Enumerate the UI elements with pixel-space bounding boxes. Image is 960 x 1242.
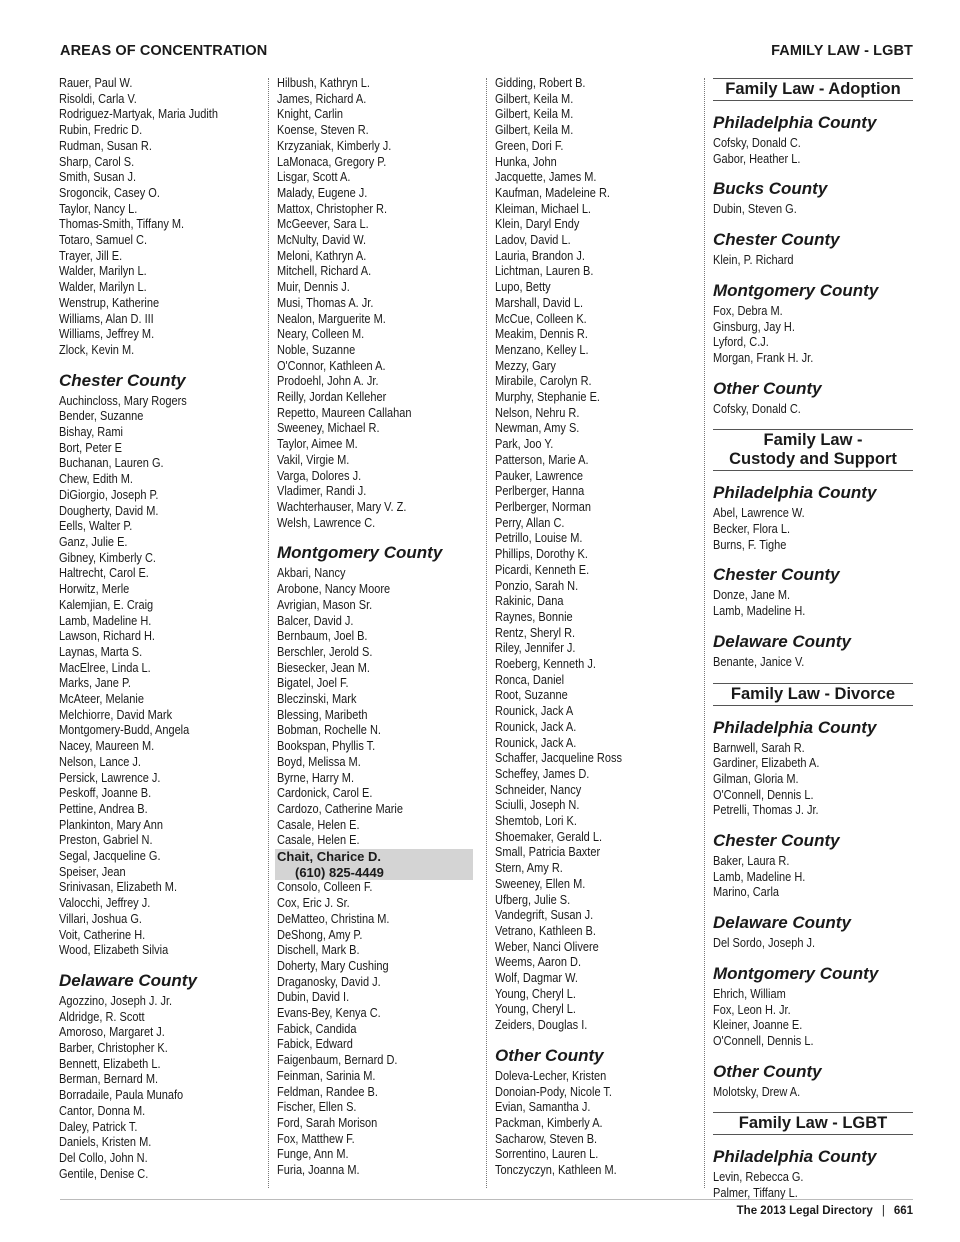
attorney-name: Hunka, John: [495, 154, 557, 169]
attorney-name: Klein, Daryl Endy: [495, 217, 580, 232]
practice-area-heading: [713, 78, 913, 101]
attorney-name: Daniels, Kristen M.: [59, 1135, 152, 1150]
attorney-name: Ginsburg, Jay H.: [713, 319, 795, 334]
attorney-name: Agozzino, Joseph J. Jr.: [59, 993, 173, 1008]
attorney-name: Doleva-Lecher, Kristen: [495, 1068, 607, 1083]
attorney-name: Risoldi, Carla V.: [59, 91, 137, 106]
attorney-name: Levin, Rebecca G.: [713, 1170, 804, 1185]
column-3: [495, 76, 705, 1179]
attorney-name: O'Connor, Kathleen A.: [277, 358, 386, 373]
attorney-name: Walder, Marilyn L.: [59, 264, 147, 279]
attorney-name: Meakim, Dennis R.: [495, 327, 588, 342]
practice-area-heading-line: Family Law - Divorce: [730, 684, 896, 703]
attorney-name: Bernbaum, Joel B.: [277, 629, 368, 644]
attorney-name: Auchincloss, Mary Rogers: [59, 393, 187, 408]
attorney-name: Abel, Lawrence W.: [713, 506, 805, 521]
attorney-name: Reilly, Jordan Kelleher: [277, 390, 387, 405]
attorney-name: Petrelli, Thomas J. Jr.: [713, 803, 819, 818]
practice-area-heading: [713, 429, 913, 471]
county-heading: Chester County: [713, 565, 840, 585]
attorney-name: Ford, Sarah Morison: [277, 1116, 378, 1130]
attorney-name: Kaufman, Madeleine R.: [495, 185, 610, 200]
attorney-name: Byrne, Harry M.: [277, 770, 355, 785]
attorney-name: Kalemjian, E. Craig: [59, 597, 154, 612]
attorney-name: Meloni, Kathryn A.: [277, 248, 367, 263]
attorney-name: O'Connell, Dennis L.: [713, 1033, 814, 1048]
attorney-name: Wachterhauser, Mary V. Z.: [277, 499, 407, 514]
county-heading: Bucks County: [713, 179, 828, 199]
attorney-name: Chew, Edith M.: [59, 472, 133, 487]
attorney-name: Valocchi, Jeffrey J.: [59, 896, 151, 911]
county-heading: Philadelphia County: [713, 483, 877, 503]
attorney-name: Zeiders, Douglas I.: [495, 1018, 588, 1033]
attorney-name: Musi, Thomas A. Jr.: [277, 295, 374, 310]
attorney-name: Peskoff, Joanne B.: [59, 786, 152, 801]
attorney-name: Voit, Catherine H.: [59, 927, 146, 942]
attorney-name: Rauer, Paul W.: [59, 76, 133, 90]
attorney-name: Raynes, Bonnie: [495, 609, 573, 624]
attorney-name: Marshall, David L.: [495, 295, 584, 310]
attorney-name: Lauria, Brandon J.: [495, 248, 585, 263]
attorney-name: Draganosky, David J.: [277, 974, 381, 989]
attorney-name: Cardonick, Carol E.: [277, 786, 373, 801]
attorney-name: Trayer, Jill E.: [59, 248, 123, 263]
attorney-name: Fabick, Edward: [277, 1037, 353, 1052]
attorney-name: Bleczinski, Mark: [277, 692, 357, 707]
attorney-name: Welsh, Lawrence C.: [277, 515, 376, 530]
attorney-name: Gardiner, Elizabeth A.: [713, 756, 820, 771]
attorney-name: DiGiorgio, Joseph P.: [59, 487, 159, 502]
attorney-name: Pauker, Lawrence: [495, 468, 584, 483]
attorney-name: Fabick, Candida: [277, 1021, 357, 1036]
attorney-name: Dougherty, David M.: [59, 503, 159, 518]
attorney-name: Bennett, Elizabeth L.: [59, 1056, 161, 1071]
attorney-name: Malady, Eugene J.: [277, 185, 368, 200]
attorney-name: MacElree, Linda L.: [59, 660, 151, 675]
county-heading: Other County: [495, 1045, 604, 1065]
attorney-name: Nelson, Nehru R.: [495, 405, 580, 420]
attorney-name: Perlberger, Norman: [495, 499, 591, 514]
attorney-name: Morgan, Frank H. Jr.: [713, 350, 814, 365]
running-header-left: AREAS OF CONCENTRATION: [60, 43, 268, 59]
attorney-name: Packman, Kimberly A.: [495, 1116, 603, 1130]
county-heading: Delaware County: [713, 913, 851, 933]
attorney-name: Sweeney, Ellen M.: [495, 876, 586, 891]
county-heading: Montgomery County: [277, 543, 443, 563]
attorney-name: Donze, Jane M.: [713, 588, 791, 603]
attorney-name: Arobone, Nancy Moore: [277, 582, 391, 597]
attorney-name: Roeberg, Kenneth J.: [495, 657, 596, 672]
attorney-name: Villari, Joshua G.: [59, 911, 142, 926]
attorney-name: Weems, Aaron D.: [495, 955, 582, 970]
attorney-name: Vakil, Virgie M.: [277, 452, 350, 467]
attorney-name: Cofsky, Donald C.: [713, 136, 801, 150]
attorney-name: Lupo, Betty: [495, 280, 551, 295]
attorney-name: Nealon, Marguerite M.: [277, 311, 386, 326]
attorney-name: Sciulli, Joseph N.: [495, 798, 580, 813]
attorney-name: Young, Cheryl L.: [495, 1002, 576, 1017]
attorney-name: DeShong, Amy P.: [277, 927, 363, 942]
attorney-name: Benante, Janice V.: [713, 654, 805, 669]
featured-attorney-phone: (610) 825-4449: [295, 864, 384, 880]
attorney-name: Krzyzaniak, Kimberly J.: [277, 138, 392, 153]
column-1: [59, 76, 269, 1182]
attorney-name: Montgomery-Budd, Angela: [59, 723, 190, 738]
attorney-name: Cofsky, Donald C.: [713, 401, 801, 416]
attorney-name: Daley, Patrick T.: [59, 1119, 138, 1134]
attorney-name: Riley, Jennifer J.: [495, 641, 576, 656]
attorney-name: Bookspan, Phyllis T.: [277, 739, 376, 754]
attorney-name: Rounick, Jack A.: [495, 735, 577, 750]
attorney-name: Mirabile, Carolyn R.: [495, 374, 592, 389]
county-heading: Philadelphia County: [713, 113, 877, 132]
attorney-name: Wood, Elizabeth Silvia: [59, 943, 169, 958]
attorney-name: Vetrano, Kathleen B.: [495, 923, 596, 938]
attorney-name: Jacquette, James M.: [495, 170, 597, 185]
attorney-name: Gidding, Robert B.: [495, 76, 586, 90]
attorney-name: Totaro, Samuel C.: [59, 233, 148, 248]
county-heading: Philadelphia County: [713, 717, 877, 737]
attorney-name: Mezzy, Gary: [495, 358, 556, 373]
attorney-name: Kleiman, Michael L.: [495, 201, 591, 216]
practice-area-heading-line: Custody and Support: [729, 450, 897, 469]
attorney-name: Barnwell, Sarah R.: [713, 740, 805, 755]
attorney-name: Cardozo, Catherine Marie: [277, 801, 403, 816]
attorney-name: Williams, Alan D. III: [59, 311, 154, 326]
county-heading: Chester County: [59, 370, 186, 390]
attorney-name: Zlock, Kevin M.: [59, 342, 135, 357]
attorney-name: McNulty, David W.: [277, 233, 367, 248]
county-heading: Chester County: [713, 831, 840, 851]
attorney-name: Lyford, C.J.: [713, 335, 769, 350]
attorney-name: Fox, Debra M.: [713, 303, 783, 318]
attorney-name: Pettine, Andrea B.: [59, 801, 148, 816]
attorney-name: Koense, Steven R.: [277, 123, 369, 138]
attorney-name: Vladimer, Randi J.: [277, 484, 367, 499]
attorney-name: Walder, Marilyn L.: [59, 280, 147, 295]
county-heading: Delaware County: [713, 631, 851, 651]
attorney-name: Petrillo, Louise M.: [495, 531, 583, 546]
attorney-name: Ganz, Julie E.: [59, 534, 128, 549]
attorney-name: Faigenbaum, Bernard D.: [277, 1053, 398, 1068]
attorney-name: Del Collo, John N.: [59, 1151, 148, 1165]
attorney-name: Green, Dori F.: [495, 138, 564, 153]
attorney-name: Melchiorre, David Mark: [59, 707, 173, 722]
page-footer: [737, 1205, 913, 1217]
attorney-name: Molotsky, Drew A.: [713, 1084, 801, 1099]
attorney-name: Akbari, Nancy: [277, 566, 346, 581]
attorney-name: Amoroso, Margaret J.: [59, 1025, 165, 1040]
attorney-name: Lamb, Madeline H.: [713, 869, 806, 884]
attorney-name: Casale, Helen E.: [277, 817, 360, 832]
attorney-name: Repetto, Maureen Callahan: [277, 405, 412, 420]
attorney-name: Blessing, Maribeth: [277, 707, 368, 722]
attorney-name: Biesecker, Jean M.: [277, 660, 370, 675]
attorney-name: Young, Cheryl L.: [495, 986, 576, 1001]
attorney-name: Sacharow, Steven B.: [495, 1131, 598, 1146]
attorney-name: Smith, Susan J.: [59, 170, 137, 185]
county-heading: Delaware County: [59, 970, 197, 990]
attorney-name: Srogoncik, Casey O.: [59, 185, 160, 200]
attorney-name: McAteer, Melanie: [59, 692, 144, 707]
attorney-name: Evans-Bey, Kenya C.: [277, 1006, 381, 1021]
attorney-name: Mattox, Christopher R.: [277, 201, 388, 216]
attorney-name: Burns, F. Tighe: [713, 537, 787, 552]
attorney-name: Taylor, Nancy L.: [59, 201, 138, 216]
attorney-name: Feinman, Sarinia M.: [277, 1068, 376, 1083]
attorney-name: Kleiner, Joanne E.: [713, 1018, 803, 1033]
attorney-name: Murphy, Stephanie E.: [495, 390, 600, 405]
attorney-name: Evian, Samantha J.: [495, 1100, 591, 1115]
attorney-name: Casale, Helen E.: [277, 833, 360, 848]
attorney-name: Lamb, Madeline H.: [713, 604, 806, 619]
attorney-name: McCue, Colleen K.: [495, 311, 587, 326]
practice-area-heading: [713, 683, 913, 706]
county-heading: Other County: [713, 1061, 822, 1081]
attorney-name: Bobman, Rochelle N.: [277, 723, 381, 738]
attorney-name: Scheffey, James D.: [495, 766, 590, 781]
attorney-name: Gilbert, Keila M.: [495, 107, 574, 122]
attorney-name: Klein, P. Richard: [713, 253, 794, 268]
attorney-name: Muir, Dennis J.: [277, 280, 350, 295]
attorney-name: O'Connell, Dennis L.: [713, 787, 814, 802]
attorney-name: Dubin, Steven G.: [713, 202, 797, 217]
attorney-name: Furia, Joanna M.: [277, 1163, 360, 1178]
attorney-name: Gilman, Gloria M.: [713, 771, 799, 786]
column-2: [277, 76, 487, 1179]
attorney-name: Ronca, Daniel: [495, 672, 565, 687]
attorney-name: Sorrentino, Lauren L.: [495, 1147, 599, 1162]
county-heading: Philadelphia County: [713, 1147, 877, 1167]
attorney-name: Neary, Colleen M.: [277, 327, 365, 342]
attorney-name: Donoian-Pody, Nicole T.: [495, 1084, 612, 1099]
attorney-name: Laynas, Marta S.: [59, 644, 143, 659]
attorney-name: Nelson, Lance J.: [59, 754, 141, 769]
attorney-name: Varga, Dolores J.: [277, 468, 362, 483]
attorney-name: Knight, Carlin: [277, 107, 344, 122]
attorney-name: Nacey, Maureen M.: [59, 739, 155, 754]
attorney-name: Picardi, Kenneth E.: [495, 562, 590, 577]
attorney-name: Srinivasan, Elizabeth M.: [59, 880, 178, 895]
county-heading: Montgomery County: [713, 963, 879, 983]
attorney-name: Menzano, Kelley L.: [495, 342, 589, 357]
county-heading: Other County: [713, 378, 822, 398]
attorney-name: Cantor, Donna M.: [59, 1103, 146, 1118]
attorney-name: Stern, Amy R.: [495, 861, 563, 876]
footer-rule: [60, 1199, 913, 1200]
attorney-name: Palmer, Tiffany L.: [713, 1186, 798, 1201]
attorney-name: Dubin, David I.: [277, 990, 350, 1005]
attorney-name: Persick, Lawrence J.: [59, 770, 161, 785]
attorney-name: Rubin, Fredric D.: [59, 123, 143, 138]
attorney-name: Gilbert, Keila M.: [495, 123, 574, 138]
attorney-name: Bender, Suzanne: [59, 409, 144, 424]
attorney-name: Taylor, Aimee M.: [277, 437, 358, 452]
attorney-name: Ladov, David L.: [495, 233, 571, 248]
attorney-name: Fox, Leon H. Jr.: [713, 1002, 791, 1017]
attorney-name: Mitchell, Richard A.: [277, 264, 372, 279]
attorney-name: Thomas-Smith, Tiffany M.: [59, 217, 185, 232]
column-4: [713, 76, 913, 1202]
attorney-name: Williams, Jeffrey M.: [59, 327, 155, 342]
attorney-name: Buchanan, Lauren G.: [59, 456, 164, 471]
attorney-name: Rodriguez-Martyak, Maria Judith: [59, 107, 218, 122]
featured-attorney-name: Chait, Charice D.: [277, 849, 382, 865]
attorney-name: Tonczyczyn, Kathleen M.: [495, 1163, 617, 1178]
attorney-name: Shemtob, Lori K.: [495, 814, 577, 829]
attorney-name: Eells, Walter P.: [59, 519, 133, 534]
footer-separator: |: [881, 1205, 885, 1217]
attorney-name: Funge, Ann M.: [277, 1147, 349, 1162]
attorney-name: Sweeney, Michael R.: [277, 421, 380, 436]
attorney-name: Fox, Matthew F.: [277, 1131, 355, 1146]
running-header-right: FAMILY LAW - LGBT: [771, 43, 913, 59]
attorney-name: Weber, Nanci Olivere: [495, 939, 599, 954]
attorney-name: Perry, Allan C.: [495, 515, 565, 530]
attorney-name: Lamb, Madeline H.: [59, 613, 152, 628]
attorney-name: Prodoehl, John A. Jr.: [277, 374, 379, 389]
practice-area-heading: [713, 1112, 913, 1135]
attorney-name: Rentz, Sheryl R.: [495, 625, 576, 640]
attorney-name: LaMonaca, Gregory P.: [277, 154, 387, 169]
column-divider: [268, 78, 269, 1188]
attorney-name: Gilbert, Keila M.: [495, 91, 574, 106]
attorney-name: Wenstrup, Katherine: [59, 295, 160, 310]
attorney-name: Lichtman, Lauren B.: [495, 264, 594, 279]
attorney-name: Horwitz, Merle: [59, 582, 130, 597]
attorney-name: Borradaile, Paula Munafo: [59, 1088, 184, 1103]
attorney-name: Barber, Christopher K.: [59, 1041, 168, 1056]
attorney-name: Berman, Bernard M.: [59, 1072, 159, 1087]
attorney-name: Small, Patricia Baxter: [495, 845, 601, 860]
column-divider: [486, 78, 487, 1188]
attorney-name: James, Richard A.: [277, 91, 367, 106]
attorney-name: Berschler, Jerold S.: [277, 644, 373, 659]
attorney-name: Vandegrift, Susan J.: [495, 908, 594, 923]
page-number: 661: [893, 1205, 913, 1217]
practice-area-heading-line: Family Law -: [763, 431, 863, 450]
attorney-name: Park, Joo Y.: [495, 437, 554, 452]
attorney-name: Gibney, Kimberly C.: [59, 550, 156, 565]
attorney-name: Avrigian, Mason Sr.: [277, 597, 373, 612]
attorney-name: Ponzio, Sarah N.: [495, 578, 579, 593]
attorney-name: Lisgar, Scott A.: [277, 170, 351, 185]
attorney-name: Preston, Gabriel N.: [59, 833, 153, 848]
attorney-name: Segal, Jacqueline G.: [59, 849, 161, 864]
attorney-name: Newman, Amy S.: [495, 421, 580, 436]
attorney-name: Haltrecht, Carol E.: [59, 566, 149, 581]
attorney-name: Patterson, Marie A.: [495, 452, 589, 467]
attorney-name: Consolo, Colleen F.: [277, 880, 373, 895]
attorney-name: Aldridge, R. Scott: [59, 1009, 145, 1024]
attorney-name: Cox, Eric J. Sr.: [277, 896, 350, 911]
county-heading: Montgomery County: [713, 280, 879, 300]
attorney-name: Del Sordo, Joseph J.: [713, 936, 816, 951]
attorney-name: Phillips, Dorothy K.: [495, 547, 588, 562]
attorney-name: Lawson, Richard H.: [59, 629, 155, 644]
attorney-name: Doherty, Mary Cushing: [277, 958, 389, 973]
attorney-name: Perlberger, Hanna: [495, 484, 585, 499]
attorney-name: Gentile, Denise C.: [59, 1166, 149, 1181]
practice-area-heading-line: Family Law - LGBT: [738, 1114, 888, 1133]
directory-title: The 2013 Legal Directory: [736, 1205, 873, 1217]
attorney-name: Bigatel, Joel F.: [277, 676, 349, 691]
attorney-name: Speiser, Jean: [59, 864, 126, 879]
attorney-name: Boyd, Melissa M.: [277, 754, 361, 769]
attorney-name: Bishay, Rami: [59, 425, 123, 440]
attorney-name: Gabor, Heather L.: [713, 151, 801, 166]
attorney-name: Bort, Peter E: [59, 440, 122, 455]
attorney-name: DeMatteo, Christina M.: [277, 911, 390, 926]
attorney-name: Noble, Suzanne: [277, 342, 356, 357]
attorney-name: Schneider, Nancy: [495, 782, 582, 797]
attorney-name: Rounick, Jack A: [495, 704, 574, 719]
attorney-name: Shoemaker, Gerald L.: [495, 829, 603, 844]
attorney-name: Ehrich, William: [713, 986, 786, 1001]
practice-area-heading-line: Family Law - Adoption: [725, 80, 901, 98]
attorney-name: Rounick, Jack A.: [495, 719, 577, 734]
attorney-name: Fischer, Ellen S.: [277, 1100, 357, 1115]
attorney-name: Becker, Flora L.: [713, 522, 791, 537]
attorney-name: Ufberg, Julie S.: [495, 892, 571, 907]
attorney-name: Balcer, David J.: [277, 613, 354, 628]
county-heading: Chester County: [713, 230, 840, 250]
attorney-name: Feldman, Randee B.: [277, 1084, 378, 1099]
attorney-name: Wolf, Dagmar W.: [495, 971, 578, 986]
attorney-name: Marino, Carla: [713, 885, 780, 900]
attorney-name: Root, Suzanne: [495, 688, 568, 703]
attorney-name: Schaffer, Jacqueline Ross: [495, 751, 622, 766]
featured-listing: [275, 849, 473, 880]
attorney-name: Rudman, Susan R.: [59, 138, 152, 153]
attorney-name: Plankinton, Mary Ann: [59, 817, 163, 832]
attorney-name: Marks, Jane P.: [59, 676, 131, 691]
column-divider: [704, 78, 705, 1188]
attorney-name: Dischell, Mark B.: [277, 943, 360, 958]
attorney-name: Sharp, Carol S.: [59, 154, 135, 169]
attorney-name: Rakinic, Dana: [495, 594, 564, 609]
attorney-name: McGeever, Sara L.: [277, 217, 369, 232]
attorney-name: Baker, Laura R.: [713, 854, 790, 869]
attorney-name: Hilbush, Kathryn L.: [277, 76, 370, 90]
